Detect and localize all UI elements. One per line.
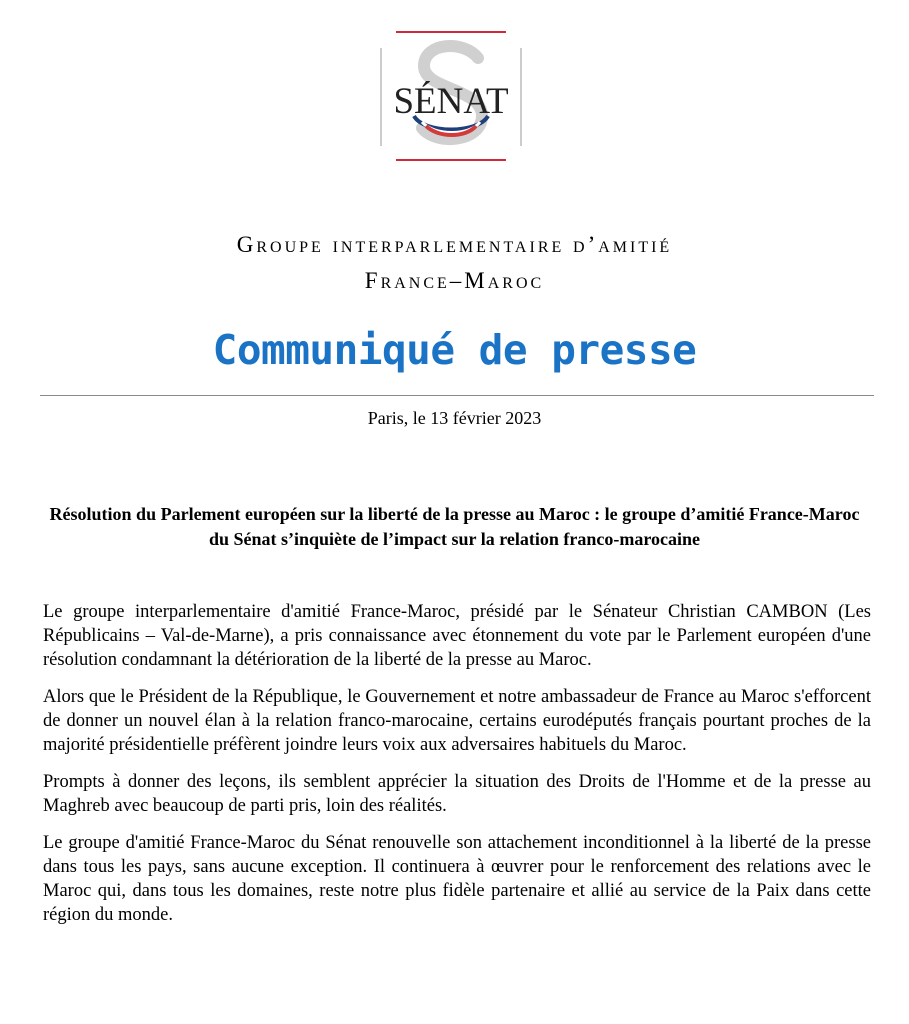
paragraph-3: Prompts à donner des leçons, ils semblent apprécier la situation des Droits de l'Homme et de la presse au Maghreb avec beaucoup de parti pris, loin des réalités. xyxy=(43,772,871,816)
release-date: Paris, le 13 février 2023 xyxy=(367,408,542,428)
group-title-line1: Groupe interparlementaire d’amitié xyxy=(236,232,673,257)
headline: Résolution du Parlement européen sur la liberté de la presse au Maroc : le groupe d’amitié France-Maroc du Sénat s’inquiète de l’impact sur la relation franco-marocaine xyxy=(49,504,860,549)
paragraph-1: Le groupe interparlementaire d'amitié France-Maroc, présidé par le Sénateur Christian CAMBON (Les Républicains – Val-de-Marne), a pris connaissance avec étonnement du vote par le Parlement européen d'une résolution condamnant la détérioration de la liberté de la presse au Maroc. xyxy=(43,602,871,670)
press-release-title: Communiqué de presse xyxy=(212,326,697,374)
header-divider xyxy=(40,395,874,396)
paragraph-2: Alors que le Président de la République, le Gouvernement et notre ambassadeur de France au Maroc s'efforcent de donner un nouvel élan à la relation franco-marocaine, certains eurodéputés français pourtant proches de la majorité présidentielle préfèrent joindre leurs voix aux adversaires habituels du Maroc. xyxy=(43,687,871,755)
paragraph-4: Le groupe d'amitié France-Maroc du Sénat renouvelle son attachement inconditionnel à la liberté de la presse dans tous les pays, sans aucune exception. Il continuera à œuvrer pour le renforcement des relations avec le Maroc qui, dans tous les domaines, reste notre plus fidèle partenaire et allié au service de la Paix dans cette région du monde. xyxy=(43,833,871,925)
body-text xyxy=(43,600,871,940)
senat-logo xyxy=(378,30,524,162)
logo-text: SÉNAT xyxy=(393,81,509,122)
group-title-line2: France–Maroc xyxy=(364,268,545,293)
